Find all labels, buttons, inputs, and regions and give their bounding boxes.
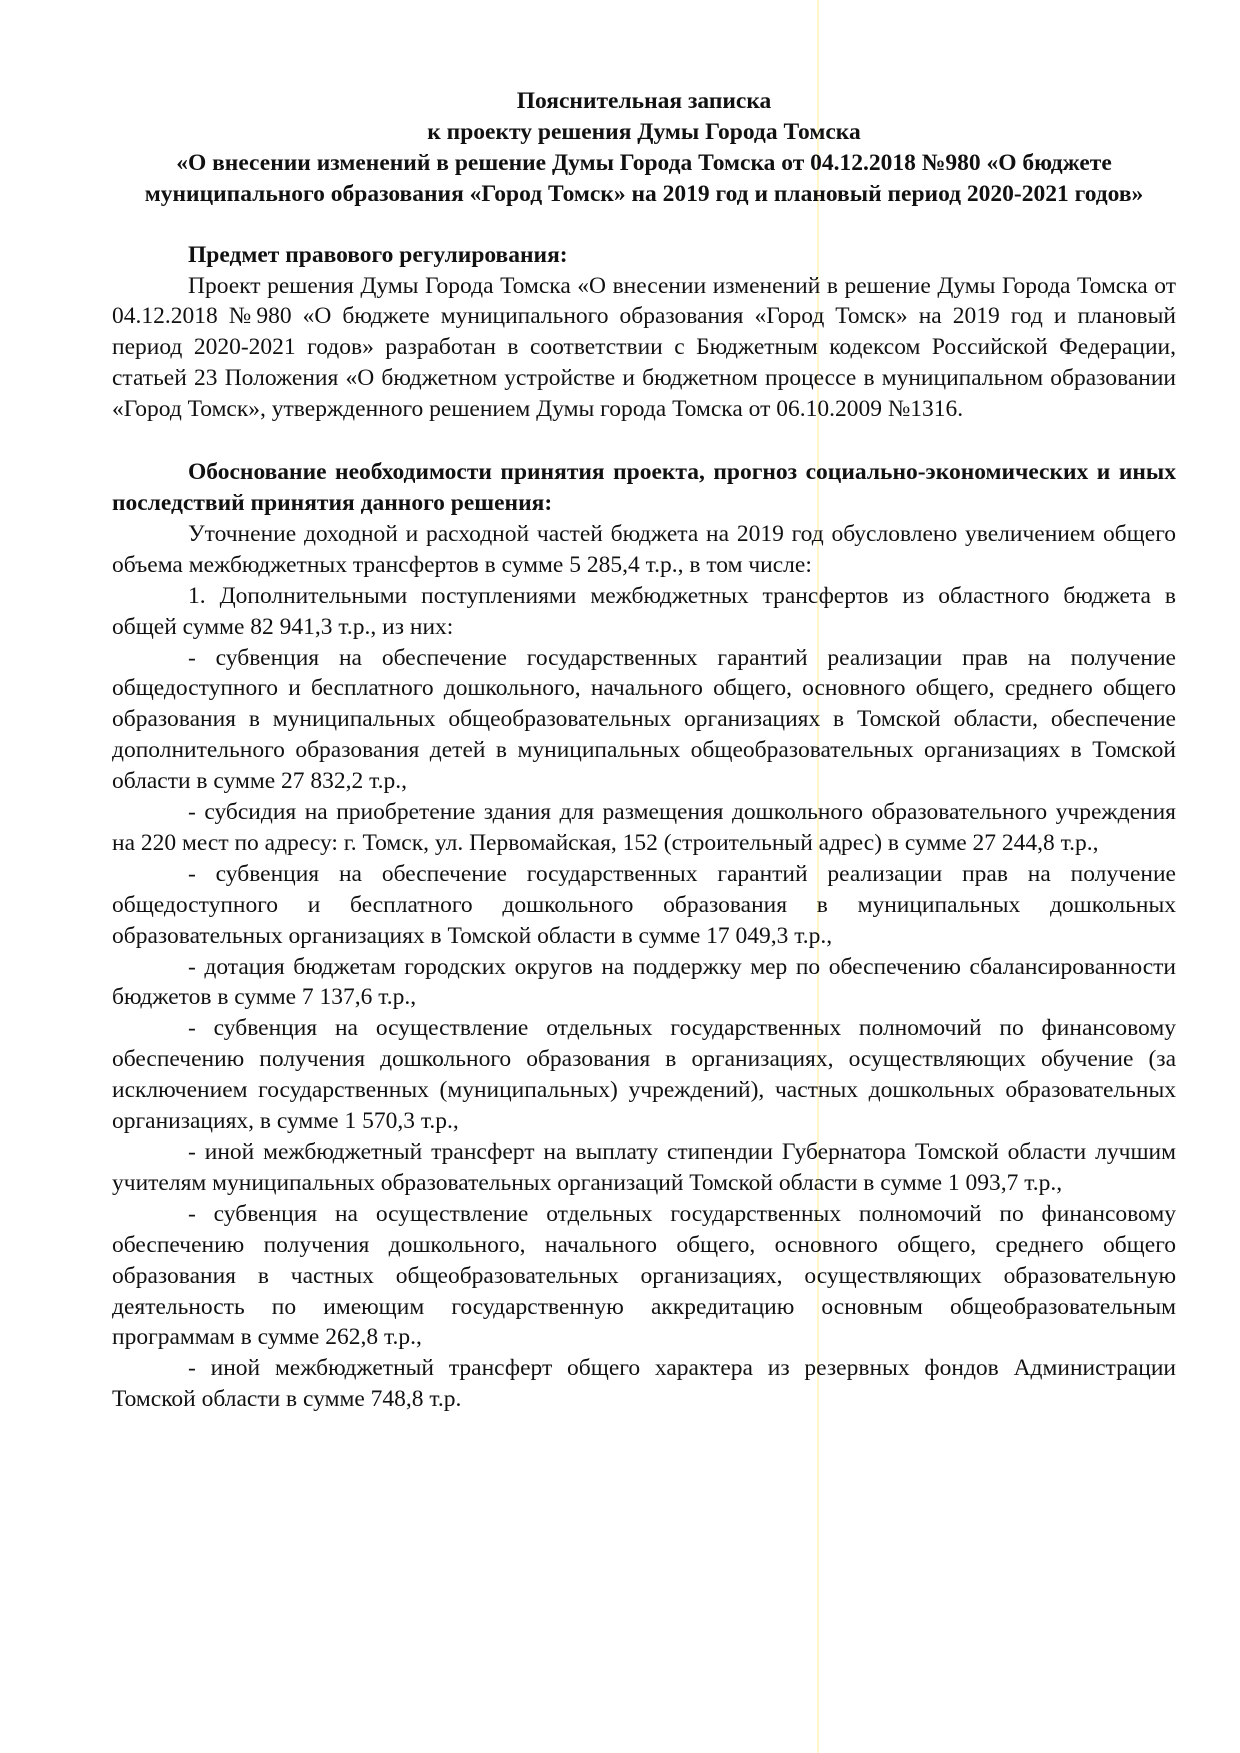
list-item: - субвенция на осуществление отдельных государственных полномочий по финансовому обеспечению получения дошкольного образования в организациях, осуществляющих обучение (за исключением государственных (муниципальных) учреждений), частных дошкольных образовательных организациях, в сумме 1 570,3 т.р., <box>112 1015 1176 1135</box>
list-item: - иной межбюджетный трансферт на выплату стипендии Губернатора Томской области лучшим учителям муниципальных образовательных организаций Томской области в сумме 1 093,7 т.р., <box>112 1139 1176 1196</box>
section-heading-justification: Обоснование необходимости принятия проекта, прогноз социально-экономических и иных последствий принятия данного решения: <box>112 459 1176 516</box>
doc-subject: «О внесении изменений в решение Думы Города Томска от 04.12.2018 №980 «О бюджете муниципального образования «Город Томск» на 2019 год и плановый период 2020-2021 годов» <box>144 149 1144 207</box>
list-item: - дотация бюджетам городских округов на поддержку мер по обеспечению сбалансированности бюджетов в сумме 7 137,6 т.р., <box>112 953 1176 1011</box>
list-item: - субсидия на приобретение здания для размещения дошкольного образовательного учреждения на 220 мест по адресу: г. Томск, ул. Первомайская, 152 (строительный адрес) в сумме 27 244,8 т.р., <box>112 799 1176 856</box>
list-item: - субвенция на осуществление отдельных государственных полномочий по финансовому обеспечению получения дошкольного, начального общего, основного общего, среднего общего образования в частных общеобразовательных организациях, осуществляющих образовательную деятельность по имеющим государственную аккредитацию основным общеобразовательным программам в сумме 262,8 т.р., <box>112 1200 1176 1351</box>
doc-title: Пояснительная записка <box>516 88 772 114</box>
doc-subtitle: к проекту решения Думы Города Томска <box>427 118 861 145</box>
section-text-subject: Проект решения Думы Города Томска «О внесении изменений в решение Думы Города Томска от 04.12.2018 №980 «О бюджете муниципального образования «Город Томск» на 2019 год и плановый период 2020-2021 годов» разработан в соответствии с Бюджетным кодексом Российской Федерации, статьей 23 Положения «О бюджетном устройстве и бюджетном процессе в муниципальном образовании «Город Томск», утвержденного решением Думы города Томска от 06.10.2009 №1316. <box>112 272 1176 423</box>
list-item: - иной межбюджетный трансферт общего характера из резервных фондов Администрации Томской области в сумме 748,8 т.р. <box>112 1355 1176 1413</box>
list-item: - субвенция на обеспечение государственных гарантий реализации прав на получение общедоступного и бесплатного дошкольного, начального общего, основного общего, среднего общего образования в муниципальных общеобразовательных организациях в Томской области, обеспечение дополнительного образования детей в муниципальных общеобразовательных организациях в Томской области в сумме 27 832,2 т.р., <box>112 644 1176 795</box>
list-item: - субвенция на обеспечение государственных гарантий реализации прав на получение общедоступного и бесплатного дошкольного образования в муниципальных дошкольных образовательных организациях в Томской области в сумме 17 049,3 т.р., <box>112 860 1176 949</box>
section-heading-subject: Предмет правового регулирования: <box>188 241 568 268</box>
paragraph: Уточнение доходной и расходной частей бюджета на 2019 год обусловлено увеличением общего объема межбюджетных трансфертов в сумме 5 285,4 т.р., в том числе: <box>112 520 1176 578</box>
paragraph: 1. Дополнительными поступлениями межбюджетных трансфертов из областного бюджета в общей сумме 82 941,3 т.р., из них: <box>112 582 1176 640</box>
document-page <box>112 86 1176 1415</box>
